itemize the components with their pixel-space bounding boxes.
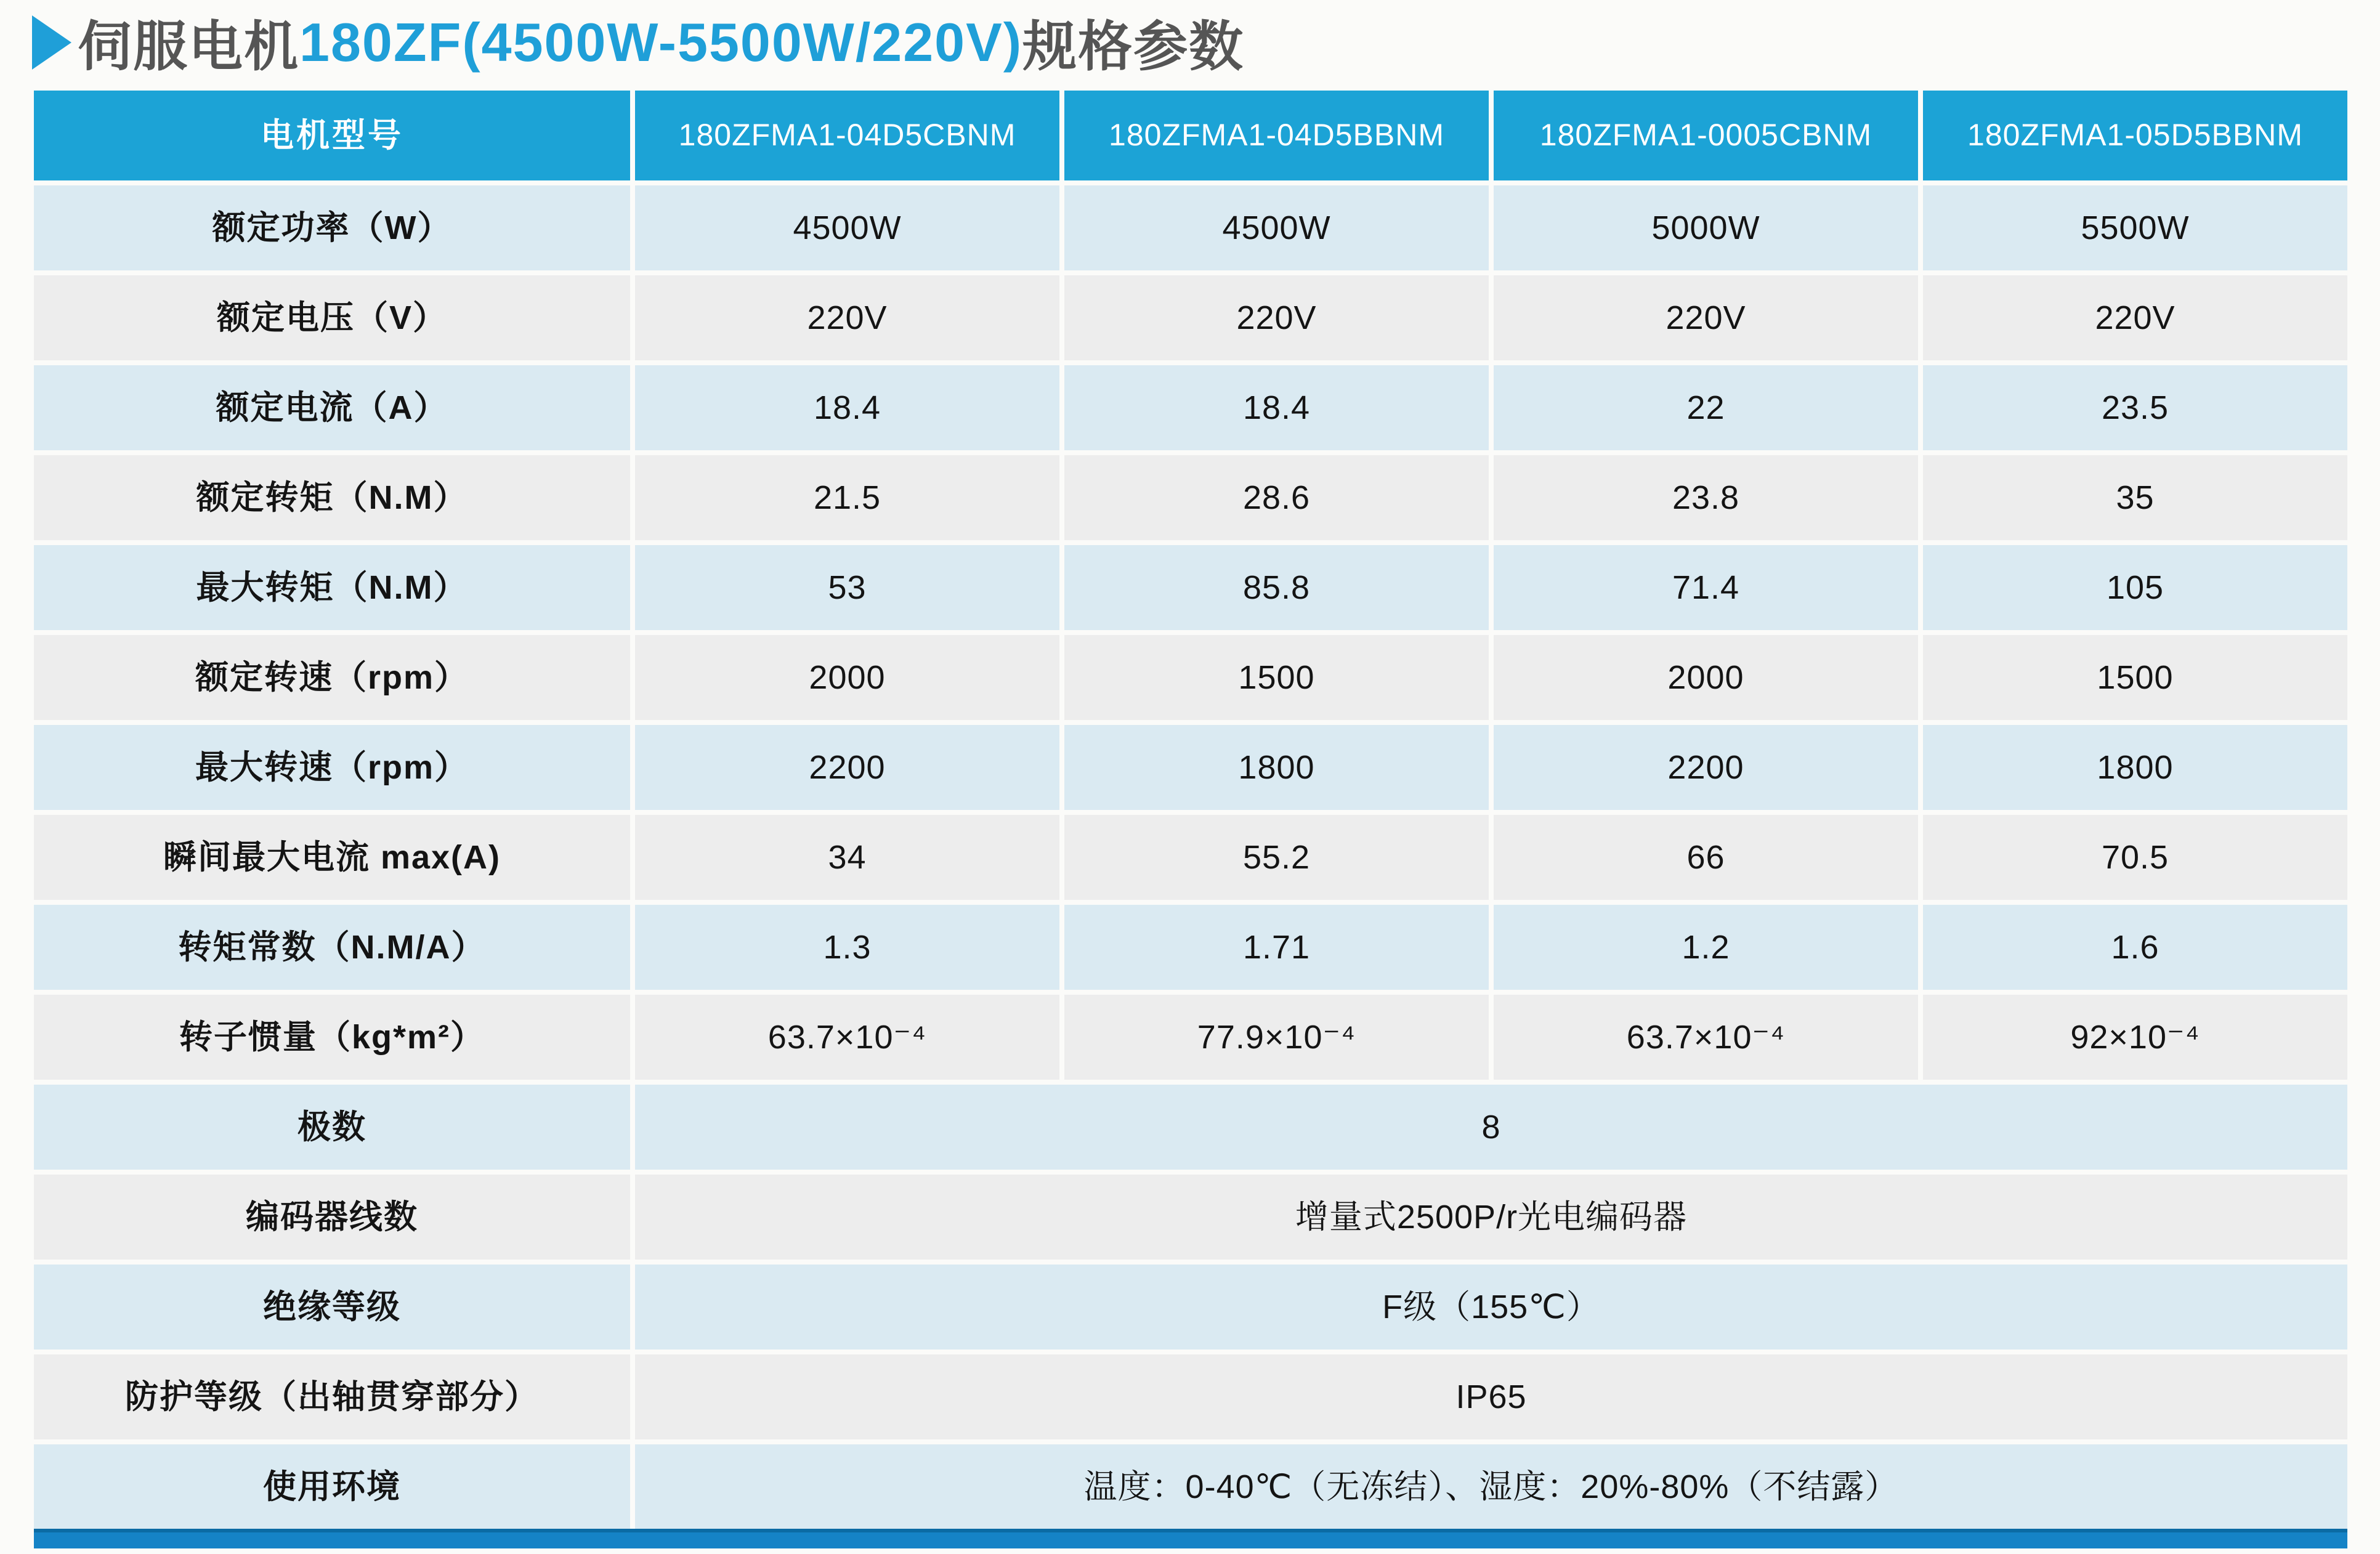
cell-max-speed-1: 2200 xyxy=(635,725,1059,810)
row-label-rated-current: 额定电流（A） xyxy=(34,365,630,450)
cell-max-torque-2: 85.8 xyxy=(1064,545,1489,630)
cell-rated-voltage-2: 220V xyxy=(1064,275,1489,360)
cell-torque-constant-2: 1.71 xyxy=(1064,905,1489,990)
row-label-rated-power: 额定功率（W） xyxy=(34,185,630,270)
cell-rated-power-1: 4500W xyxy=(635,185,1059,270)
cell-rated-voltage-1: 220V xyxy=(635,275,1059,360)
cell-max-speed-2: 1800 xyxy=(1064,725,1489,810)
row-label-insulation-class: 绝缘等级 xyxy=(34,1265,630,1350)
row-label-operating-environment: 使用环境 xyxy=(34,1444,630,1529)
page-title xyxy=(32,2,1244,83)
cell-rated-torque-1: 21.5 xyxy=(635,455,1059,540)
cell-rated-speed-3: 2000 xyxy=(1494,635,1918,720)
cell-rated-torque-4: 35 xyxy=(1923,455,2347,540)
row-label-max-speed: 最大转速（rpm） xyxy=(34,725,630,810)
cell-rated-voltage-3: 220V xyxy=(1494,275,1918,360)
cell-rotor-inertia-1: 63.7×10⁻⁴ xyxy=(635,995,1059,1080)
cell-insulation-class: F级（155℃） xyxy=(635,1265,2347,1350)
cell-rated-torque-3: 23.8 xyxy=(1494,455,1918,540)
header-model-4: 180ZFMA1-05D5BBNM xyxy=(1923,91,2347,180)
cell-instant-max-current-3: 66 xyxy=(1494,815,1918,900)
row-label-max-torque: 最大转矩（N.M） xyxy=(34,545,630,630)
cell-rotor-inertia-3: 63.7×10⁻⁴ xyxy=(1494,995,1918,1080)
bottom-accent-bar xyxy=(34,1529,2347,1548)
title-prefix: 伺服电机 xyxy=(78,16,300,77)
cell-rotor-inertia-4: 92×10⁻⁴ xyxy=(1923,995,2347,1080)
row-label-rated-torque: 额定转矩（N.M） xyxy=(34,455,630,540)
cell-instant-max-current-1: 34 xyxy=(635,815,1059,900)
title-suffix: 规格参数 xyxy=(1022,16,1245,77)
cell-max-speed-4: 1800 xyxy=(1923,725,2347,810)
cell-rated-speed-2: 1500 xyxy=(1064,635,1489,720)
header-model-2: 180ZFMA1-04D5BBNM xyxy=(1064,91,1489,180)
cell-rated-speed-4: 1500 xyxy=(1923,635,2347,720)
header-model-1: 180ZFMA1-04D5CBNM xyxy=(635,91,1059,180)
cell-rated-current-3: 22 xyxy=(1494,365,1918,450)
header-motor-model-label: 电机型号 xyxy=(34,91,630,180)
cell-torque-constant-4: 1.6 xyxy=(1923,905,2347,990)
cell-rated-speed-1: 2000 xyxy=(635,635,1059,720)
cell-encoder-lines: 增量式2500P/r光电编码器 xyxy=(635,1175,2347,1260)
cell-rated-power-4: 5500W xyxy=(1923,185,2347,270)
row-label-rated-speed: 额定转速（rpm） xyxy=(34,635,630,720)
cell-pole-count: 8 xyxy=(635,1085,2347,1170)
cell-protection-rating: IP65 xyxy=(635,1354,2347,1439)
cell-max-speed-3: 2200 xyxy=(1494,725,1918,810)
cell-rated-torque-2: 28.6 xyxy=(1064,455,1489,540)
cell-max-torque-1: 53 xyxy=(635,545,1059,630)
row-label-protection-rating: 防护等级（出轴贯穿部分） xyxy=(34,1354,630,1439)
cell-rated-power-3: 5000W xyxy=(1494,185,1918,270)
cell-rated-power-2: 4500W xyxy=(1064,185,1489,270)
title-arrow-icon xyxy=(32,15,71,70)
header-model-3: 180ZFMA1-0005CBNM xyxy=(1494,91,1918,180)
spec-table xyxy=(34,91,2347,1529)
row-label-torque-constant: 转矩常数（N.M/A） xyxy=(34,905,630,990)
cell-rated-voltage-4: 220V xyxy=(1923,275,2347,360)
cell-instant-max-current-2: 55.2 xyxy=(1064,815,1489,900)
cell-operating-environment: 温度：0-40℃（无冻结）、湿度：20%-80%（不结露） xyxy=(635,1444,2347,1529)
row-label-rotor-inertia: 转子惯量（kg*m²） xyxy=(34,995,630,1080)
cell-torque-constant-3: 1.2 xyxy=(1494,905,1918,990)
cell-rated-current-2: 18.4 xyxy=(1064,365,1489,450)
cell-max-torque-3: 71.4 xyxy=(1494,545,1918,630)
cell-rated-current-1: 18.4 xyxy=(635,365,1059,450)
cell-instant-max-current-4: 70.5 xyxy=(1923,815,2347,900)
row-label-pole-count: 极数 xyxy=(34,1085,630,1170)
cell-torque-constant-1: 1.3 xyxy=(635,905,1059,990)
cell-max-torque-4: 105 xyxy=(1923,545,2347,630)
title-model-range: 180ZF(4500W-5500W/220V) xyxy=(299,12,1023,73)
cell-rotor-inertia-2: 77.9×10⁻⁴ xyxy=(1064,995,1489,1080)
row-label-rated-voltage: 额定电压（V） xyxy=(34,275,630,360)
row-label-encoder-lines: 编码器线数 xyxy=(34,1175,630,1260)
row-label-instant-max-current: 瞬间最大电流 max(A) xyxy=(34,815,630,900)
cell-rated-current-4: 23.5 xyxy=(1923,365,2347,450)
